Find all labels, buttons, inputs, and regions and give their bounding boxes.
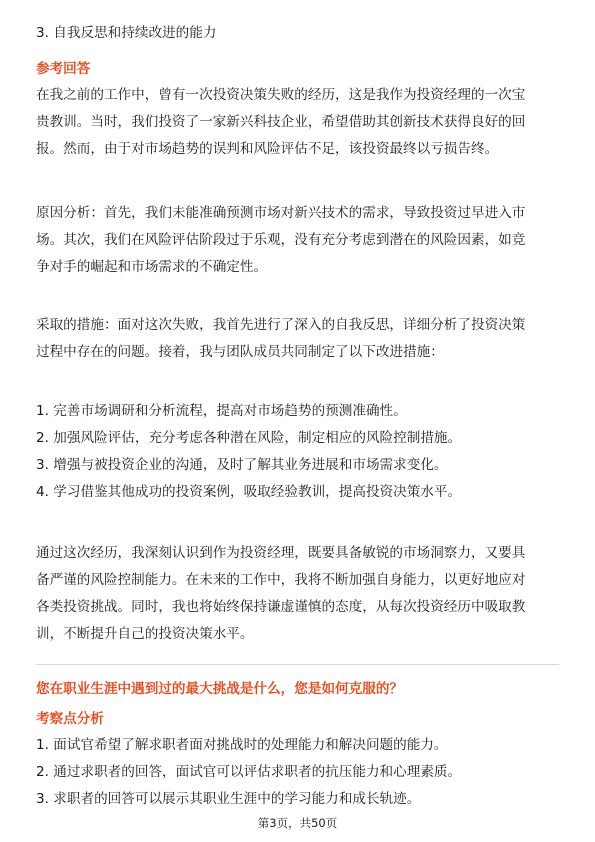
paragraph-line: 原因分析：首先，我们未能准确预测市场对新兴技术的需求，导致投资过早进入市 — [36, 205, 526, 221]
paragraph-line: 通过这次经历，我深刻认识到作为投资经理，既要具备敏锐的市场洞察力，又要具 — [36, 545, 526, 561]
list-item: 2. 加强风险评估，充分考虑各种潜在风险，制定相应的风险控制措施。 — [36, 430, 462, 446]
paragraph-line: 报。然而，由于对市场趋势的误判和风险评估不足，该投资最终以亏损告终。 — [36, 141, 499, 157]
paragraph-line: 在我之前的工作中，曾有一次投资决策失败的经历，这是我作为投资经理的一次宝 — [36, 87, 526, 103]
measures-list — [36, 398, 461, 506]
paragraph-2 — [36, 200, 525, 281]
paragraph-line: 各类投资挑战。同时，我也将始终保持谦虚谨慎的态度，从每次投资经历中吸取教 — [36, 599, 526, 615]
paragraph-line: 过程中存在的问题。接着，我与团队成员共同制定了以下改进措施： — [36, 344, 444, 360]
paragraph-line: 场。其次，我们在风险评估阶段过于乐观，没有充分考虑到潜在的风险因素，如竞 — [36, 232, 526, 248]
paragraph-4 — [36, 540, 525, 648]
paragraph-3 — [36, 312, 525, 366]
paragraph-line: 贵教训。当时，我们投资了一家新兴科技企业，希望借助其创新技术获得良好的回 — [36, 114, 526, 130]
list-item: 4. 学习借鉴其他成功的投资案例，吸取经验教训，提高投资决策水平。 — [36, 484, 462, 500]
section-divider — [36, 664, 559, 665]
paragraph-line: 采取的措施：面对这次失败，我首先进行了深入的自我反思，详细分析了投资决策 — [36, 317, 526, 333]
item-3-heading: 3. 自我反思和持续改进的能力 — [36, 25, 217, 41]
paragraph-line: 备严谨的风险控制能力。在未来的工作中，我将不断加强自身能力，以更好地应对 — [36, 572, 526, 588]
analysis-label: 考察点分析 — [36, 711, 104, 727]
reference-answer-label: 参考回答 — [36, 61, 91, 77]
paragraph-1 — [36, 82, 525, 163]
interview-question: 您在职业生涯中遇到过的最大挑战是什么，您是如何克服的？ — [36, 681, 404, 697]
analysis-list — [36, 732, 461, 813]
page-number: 第3页，共50页 — [257, 816, 338, 830]
paragraph-line: 训，不断提升自己的投资决策水平。 — [36, 626, 254, 642]
list-item: 1. 完善市场调研和分析流程，提高对市场趋势的预测准确性。 — [36, 403, 407, 419]
list-item: 1. 面试官希望了解求职者面对挑战时的处理能力和解决问题的能力。 — [36, 737, 448, 753]
paragraph-line: 争对手的崛起和市场需求的不确定性。 — [36, 259, 268, 275]
list-item: 2. 通过求职者的回答，面试官可以评估求职者的抗压能力和心理素质。 — [36, 764, 462, 780]
list-item: 3. 求职者的回答可以展示其职业生涯中的学习能力和成长轨迹。 — [36, 791, 421, 807]
list-item: 3. 增强与被投资企业的沟通，及时了解其业务进展和市场需求变化。 — [36, 457, 448, 473]
